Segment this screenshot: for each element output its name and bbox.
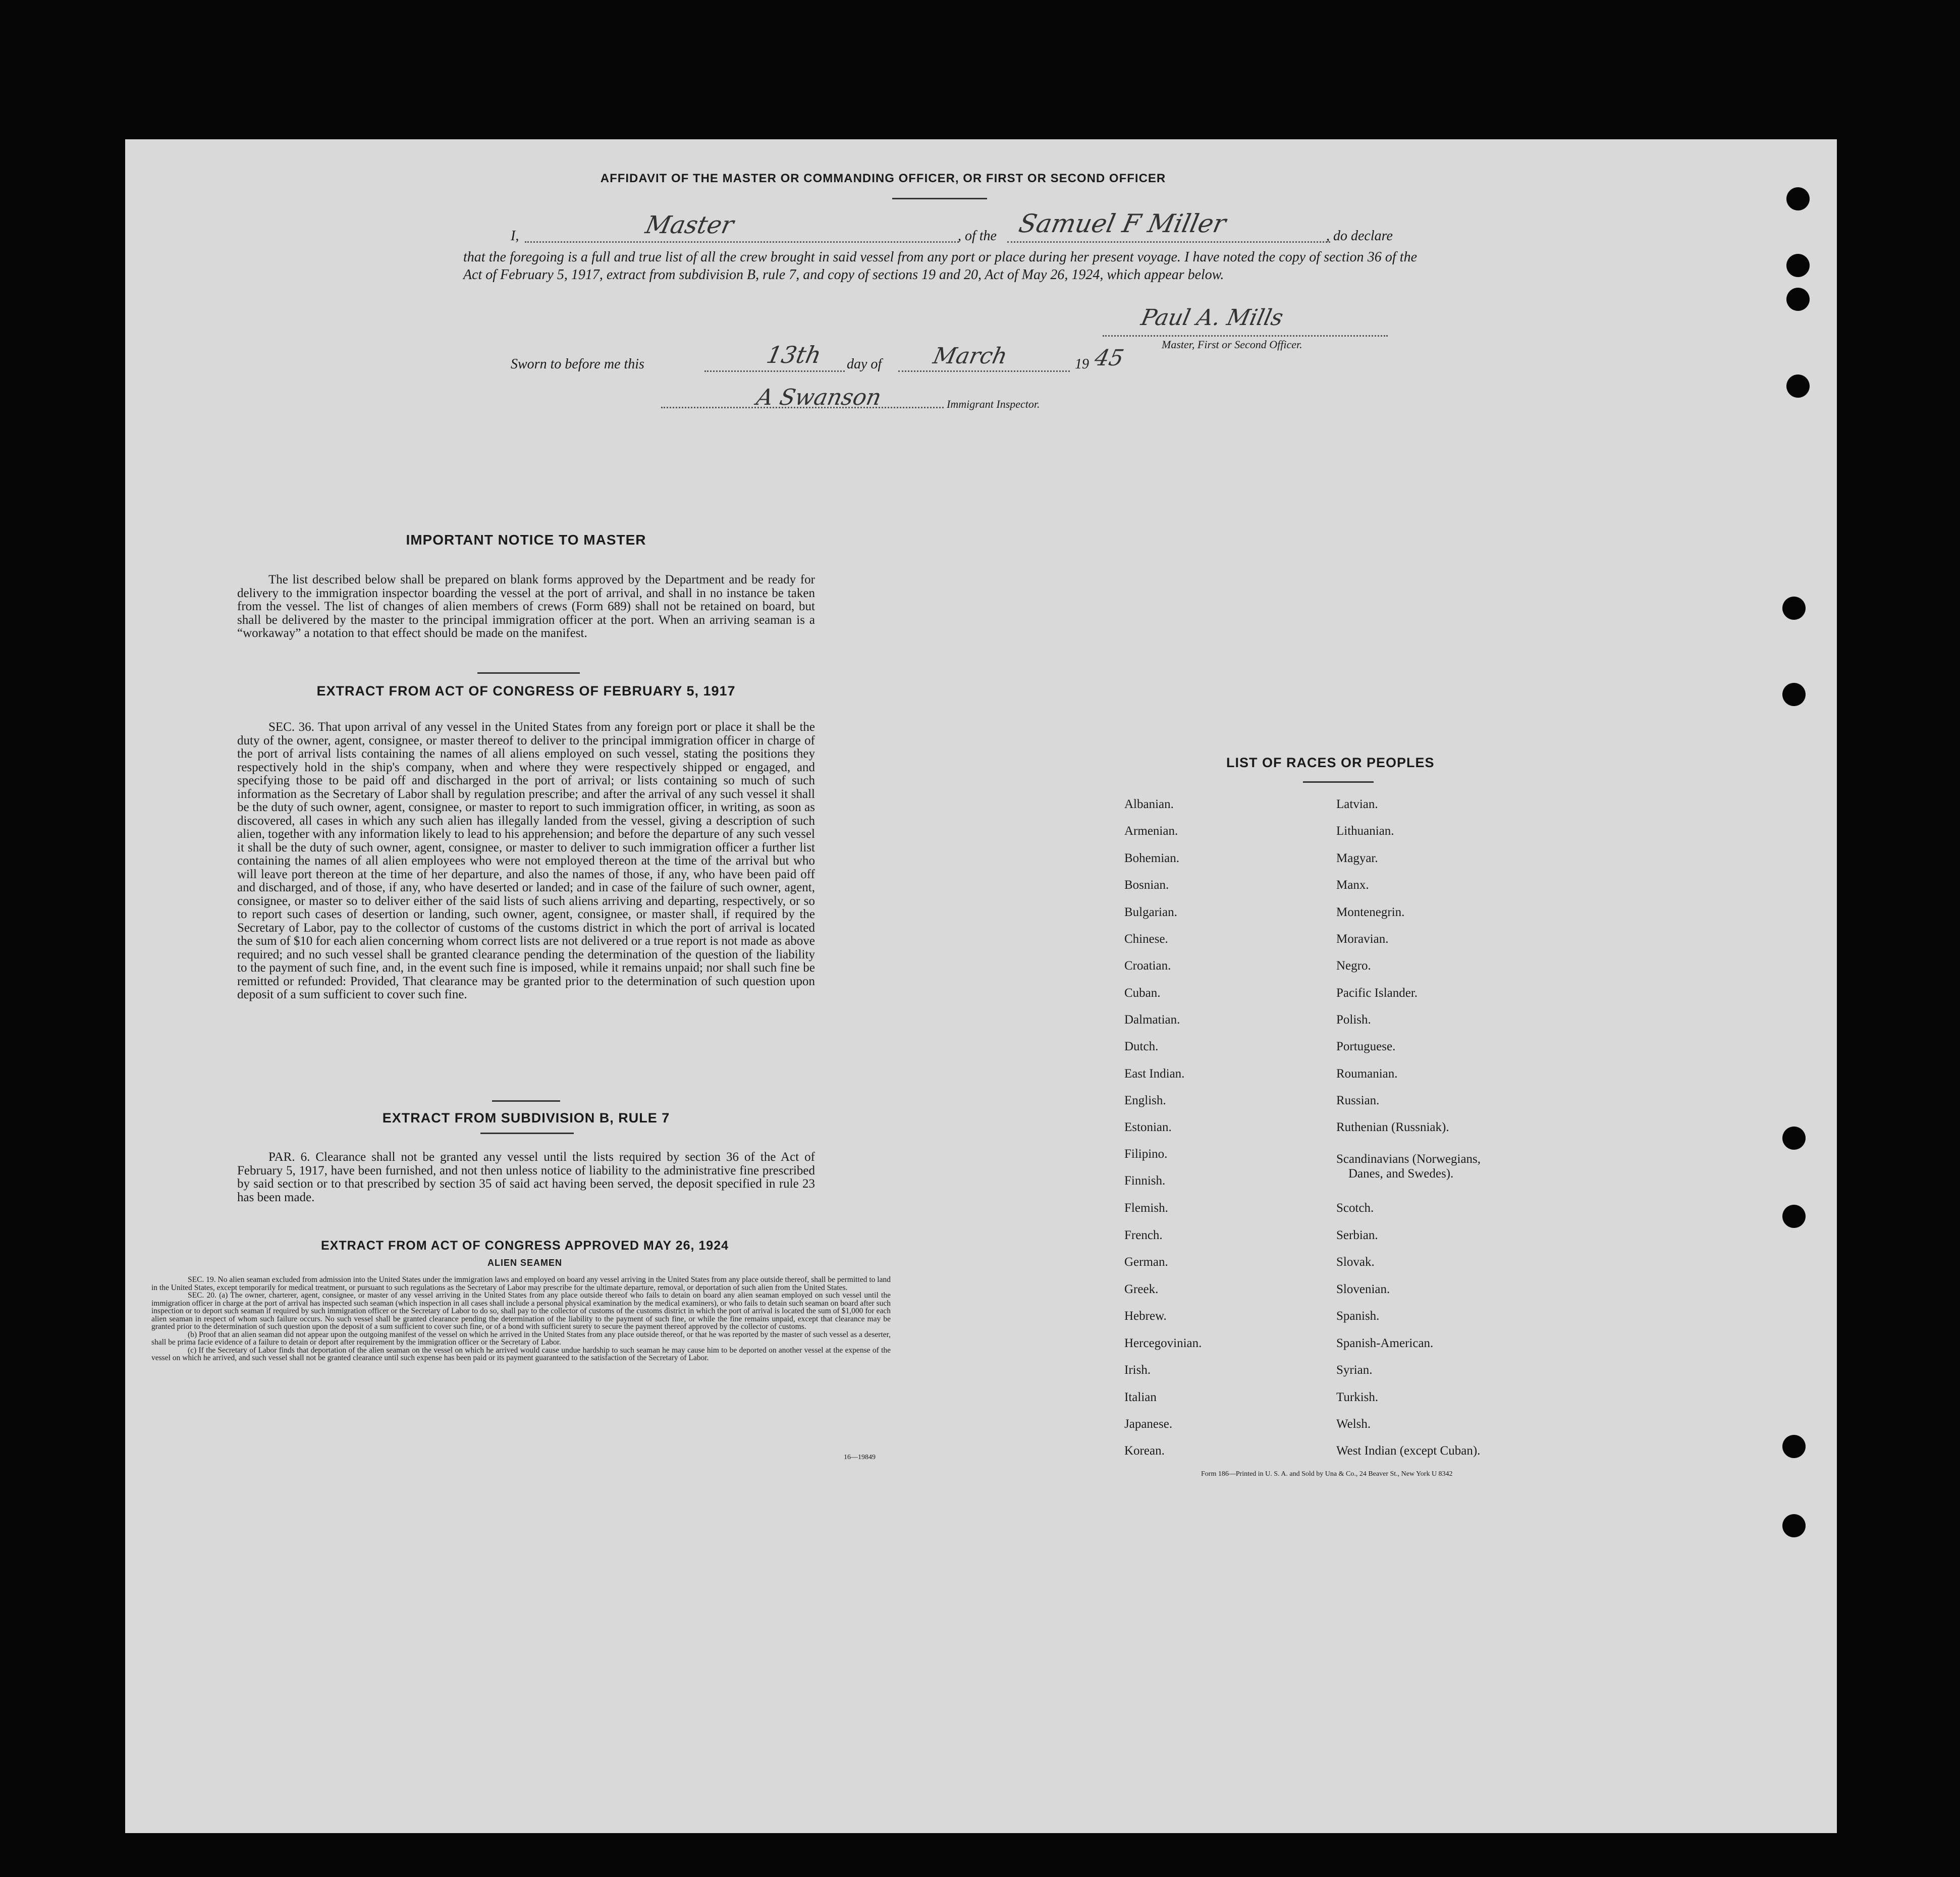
race-item: Welsh. — [1336, 1417, 1371, 1431]
punch-hole — [1786, 254, 1810, 277]
race-item: Slovak. — [1336, 1255, 1375, 1269]
day-blank — [704, 370, 845, 372]
signature-line — [1103, 335, 1388, 337]
vessel-blank — [1007, 241, 1330, 243]
punch-hole — [1782, 1205, 1806, 1228]
race-item: Bulgarian. — [1124, 905, 1177, 919]
affidavit-of-the: , of the — [958, 228, 997, 244]
race-item: Danes, and Swedes). — [1348, 1167, 1454, 1181]
race-item: Korean. — [1124, 1444, 1165, 1458]
race-item: Montenegrin. — [1336, 905, 1405, 919]
rule7-heading: EXTRACT FROM SUBDIVISION B, RULE 7 — [382, 1110, 670, 1125]
race-item: Spanish. — [1336, 1309, 1380, 1323]
race-item: Magyar. — [1336, 851, 1378, 865]
race-item: Moravian. — [1336, 932, 1389, 946]
signature-label: Master, First or Second Officer. — [1162, 338, 1302, 351]
section-20b: (b) Proof that an alien seaman did not appear upon the outgoing manifest of the vessel on which he arrived in the United States from any place outside thereof, or that he was reported by the master of such vessel as a deserter, shall be prima facie evidence of a failure to detain or deport after requirement by the immigration officer or the Secretary of Labor. — [151, 1330, 891, 1347]
race-item: East Indian. — [1124, 1067, 1185, 1081]
race-item: Italian — [1124, 1390, 1157, 1404]
notice-heading: IMPORTANT NOTICE TO MASTER — [406, 532, 646, 548]
extract-1917-heading: EXTRACT FROM ACT OF CONGRESS OF FEBRUARY 5, 1917 — [316, 683, 736, 699]
day-of-label: day of — [847, 356, 882, 372]
inspector-label: Immigrant Inspector. — [947, 398, 1040, 410]
race-item: Russian. — [1336, 1094, 1380, 1107]
race-item: Cuban. — [1124, 986, 1161, 1000]
race-item: Chinese. — [1124, 932, 1168, 946]
race-item: Japanese. — [1124, 1417, 1173, 1431]
race-item: Slovenian. — [1336, 1282, 1390, 1296]
punch-hole — [1782, 597, 1806, 620]
race-item: Syrian. — [1336, 1363, 1373, 1377]
race-item: Filipino. — [1124, 1147, 1168, 1161]
extract-1924-body — [151, 1276, 891, 1362]
extract-1917-body: SEC. 36. That upon arrival of any vessel in the United States from any foreign port or place it shall be the duty of the owner, agent, consignee, or master thereof to deliver to the principal immigration officer in charge of the port of arrival lists containing the names of all aliens employed on such vessel, stating the positions they respectively hold in the ship's company, when and where they were respectively shipped or engaged, and specifying those to be paid off and discharged in the port of arrival; or lists containing so much of such information as the Secretary of Labor shall by regulation prescribe; and after the arrival of any such vessel it shall be the duty of such owner, agent, consignee, or master to report to such immigration officer, in writing, as soon as discovered, all cases in which any such alien has illegally landed from the vessel, giving a description of such alien, together with any information likely to lead to his apprehension; and before the departure of any such vessel it shall be the duty of such owner, agent, consignee, or master to deliver to such immigration officer a further list containing the names of all alien employees who were not employed thereon at the time of the arrival but who will leave port thereon at the time of her departure, and also the names of those, if any, who have been paid off and discharged, and of those, if any, who have deserted or landed; and in case of the failure of such owner, agent, consignee, or master so to deliver either of the said lists of such aliens arriving and departing, respectively, or so to report such cases of desertion or landing, such owner, agent, consignee, or master shall, if required by the Secretary of Labor, pay to the collector of customs of the customs district in which the port of arrival is located the sum of $10 for each alien concerning whom correct lists are not delivered or a true report is not made as above required; and no such vessel shall be granted clearance pending the determination of the question of the liability to the payment of such fine, and, in the event such fine is imposed, while it remains unpaid; nor shall such fine be remitted or refunded: Provided, That clearance may be granted prior to the determination of such question upon deposit of a sum sufficient to cover such fine. — [237, 720, 815, 1001]
race-item: Lithuanian. — [1336, 824, 1394, 838]
divider — [492, 1100, 560, 1102]
extract-1924-heading: EXTRACT FROM ACT OF CONGRESS APPROVED MAY 26, 1924 — [320, 1239, 729, 1253]
race-item: Polish. — [1336, 1013, 1371, 1027]
section-19: SEC. 19. No alien seaman excluded from admission into the United States under the immigration laws and employed on board any vessel arriving in the United States from any place outside thereof, shall be permitted to land in the United States, except temporarily for medical treatment, or pursuant to such regulations as the Secretary of Labor may prescribe for the ultimate departure, removal, or deportation of such alien from the United States. — [151, 1275, 891, 1292]
race-item: Serbian. — [1336, 1228, 1378, 1242]
handwritten-title: Master — [643, 211, 736, 239]
handwritten-year: 45 — [1092, 345, 1126, 371]
race-item: Scandinavians (Norwegians, — [1336, 1152, 1481, 1166]
race-item: Latvian. — [1336, 797, 1378, 811]
race-item: Hercegovinian. — [1124, 1336, 1202, 1350]
form-number: 16—19849 — [844, 1454, 876, 1461]
race-item: Ruthenian (Russniak). — [1336, 1120, 1449, 1134]
divider — [1303, 781, 1374, 783]
rule7-body: PAR. 6. Clearance shall not be granted any vessel until the lists required by section 36 of the Act of February 5, 1917, have been furnished, and not then unless notice of liability to the administrative fine prescribed by said section or to that prescribed by section 35 of said act having been served, the deposit specified in rule 23 has been made. — [237, 1150, 815, 1204]
master-signature: Paul A. Mills — [1138, 305, 1286, 331]
races-footer: Form 186—Printed in U. S. A. and Sold by Una & Co., 24 Beaver St., New York U 8342 — [1201, 1470, 1453, 1478]
month-blank — [898, 370, 1070, 372]
race-item: Manx. — [1336, 878, 1369, 892]
handwritten-day: 13th — [764, 341, 824, 368]
race-item: German. — [1124, 1255, 1168, 1269]
sworn-prefix: Sworn to before me this — [511, 356, 644, 372]
race-item: Bosnian. — [1124, 878, 1169, 892]
section-20c: (c) If the Secretary of Labor finds that deportation of the alien seaman on the vessel on which he arrived would cause undue hardship to such seaman he may cause him to be deported on another vessel at the expense of the vessel on which he arrived, and such vessel shall not be granted clearance until such expense has been paid or its payment guaranteed to the satisfaction of the Secretary of Labor. — [151, 1346, 891, 1362]
race-item: Greek. — [1124, 1282, 1159, 1296]
handwritten-month: March — [931, 343, 1010, 369]
divider — [477, 672, 580, 674]
race-item: English. — [1124, 1094, 1166, 1107]
punch-hole — [1782, 1127, 1806, 1150]
race-item: Dalmatian. — [1124, 1013, 1180, 1027]
alien-seamen-subheading: ALIEN SEAMEN — [487, 1258, 562, 1268]
punch-hole — [1782, 1514, 1806, 1537]
race-item: Negro. — [1336, 959, 1371, 973]
race-item: Croatian. — [1124, 959, 1171, 973]
race-item: Finnish. — [1124, 1174, 1166, 1188]
race-item: Pacific Islander. — [1336, 986, 1418, 1000]
handwritten-vessel: Samuel F Miller — [1016, 209, 1229, 238]
affidavit-heading: AFFIDAVIT OF THE MASTER OR COMMANDING OFFICER, OR FIRST OR SECOND OFFICER — [600, 172, 1166, 185]
race-item: Portuguese. — [1336, 1040, 1396, 1053]
title-blank — [525, 241, 959, 243]
punch-hole — [1786, 187, 1810, 210]
race-item: West Indian (except Cuban). — [1336, 1444, 1481, 1458]
race-item: Albanian. — [1124, 797, 1174, 811]
affidavit-body: that the foregoing is a full and true list of all the crew brought in said vessel from any port or place during her present voyage. I have noted the copy of section 36 of the Act of February 5, 1917, extract from subdivision B, rule 7, and copy of sections 19 and 20, Act of May 26, 1924, which appear below. — [463, 249, 1417, 283]
divider — [892, 198, 987, 199]
divider — [480, 1133, 574, 1134]
affidavit-i-label: I, — [511, 228, 519, 244]
race-item: Scotch. — [1336, 1201, 1374, 1215]
race-item: Bohemian. — [1124, 851, 1180, 865]
race-item: French. — [1124, 1228, 1163, 1242]
section-20a: SEC. 20. (a) The owner, charterer, agent, consignee, or master of any vessel arriving in the United States from any place outside thereof who fails to detain on board any alien seaman employed on such vessel until the immigration officer in charge at the port of arrival has inspected such seaman (which inspection in all cases shall include a personal physical examination by the medical examiners), or who fails to detain such seaman on board after such inspection or to deport such seaman if required by such immigration officer or the Secretary of Labor to do so, shall pay to the collector of customs of the customs district in which the port of arrival is located the sum of $1,000 for each alien seaman in respect of whom such failure occurs. No such vessel shall be granted clearance pending the determination of the liability to the payment of such fine, or while the fine remains unpaid, except that clearance may be granted prior to the determination of such question upon the deposit of a sum sufficient to cover such fine, or of a bond with sufficient surety to secure the payment thereof approved by the collector of customs. — [151, 1291, 891, 1331]
race-item: Turkish. — [1336, 1390, 1379, 1404]
race-item: Hebrew. — [1124, 1309, 1167, 1323]
race-item: Dutch. — [1124, 1040, 1159, 1053]
inspector-signature: A Swanson — [754, 385, 884, 410]
race-item: Estonian. — [1124, 1120, 1172, 1134]
race-item: Armenian. — [1124, 824, 1178, 838]
race-item: Spanish-American. — [1336, 1336, 1434, 1350]
races-heading: LIST OF RACES OR PEOPLES — [1226, 755, 1435, 770]
punch-hole — [1782, 683, 1806, 706]
race-item: Roumanian. — [1336, 1067, 1398, 1081]
notice-body: The list described below shall be prepared on blank forms approved by the Department and be ready for delivery to the immigration inspector boarding the vessel at the port of arrival, and shall in no instance be taken from the vessel. The list of changes of alien members of crews (Form 689) shall not be retained on board, but shall be delivered by the master to the principal immigration officer at the port. When an arriving seaman is a “workaway” a notation to that effect should be made on the manifest. — [237, 573, 815, 640]
race-item: Irish. — [1124, 1363, 1151, 1377]
punch-hole — [1782, 1435, 1806, 1458]
punch-hole — [1786, 288, 1810, 311]
affidavit-declare: , do declare — [1326, 228, 1393, 244]
year-prefix: 19 — [1075, 356, 1089, 372]
punch-hole — [1786, 374, 1810, 398]
race-item: Flemish. — [1124, 1201, 1168, 1215]
